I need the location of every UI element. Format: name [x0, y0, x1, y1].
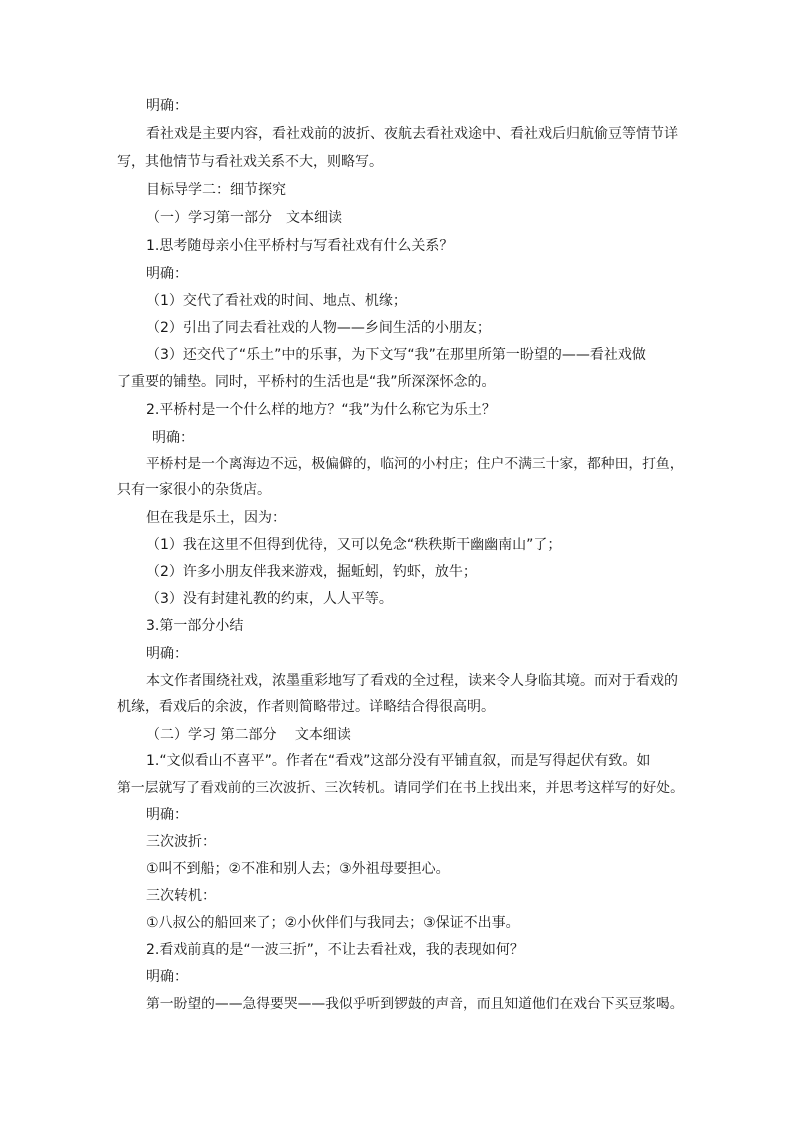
list-item: ①叫不到船；②不准和别人去；③外祖母要担心。 [146, 861, 450, 877]
text-line: 但在我是乐土，因为： [146, 510, 286, 526]
text-line: 只有一家很小的杂货店。 [117, 482, 271, 498]
text-line: 明确： [146, 807, 188, 823]
question-line: 1.“文似看山不喜平”。作者在“看戏”这部分没有平铺直叙，而是写得起伏有致。如 [146, 753, 651, 769]
question-line: 3.第一部分小结 [146, 618, 244, 634]
list-item: （2）许多小朋友伴我来游戏，掘蚯蚓，钓虾，放牛； [146, 564, 477, 580]
text-line: 明确： [152, 430, 194, 446]
section-heading: 目标导学二：细节探究 [146, 182, 286, 198]
question-line: 2.看戏前真的是“一波三折”，不让去看社戏，我的表现如何？ [146, 942, 524, 958]
text-line: 三次转机： [146, 888, 216, 904]
question-line: 2.平桥村是一个什么样的地方？“我”为什么称它为乐土？ [146, 402, 496, 418]
text-line: 看社戏是主要内容，看社戏前的波折、夜航去看社戏途中、看社戏后归航偷豆等情节详 [146, 126, 678, 142]
subsection-heading: （二）学习 第二部分 文本细读 [146, 727, 351, 743]
text-line: 明确： [146, 646, 188, 662]
list-item: （2）引出了同去看社戏的人物——乡间生活的小朋友； [146, 320, 491, 336]
text-line: 第一盼望的——急得要哭——我似乎听到锣鼓的声音，而且知道他们在戏台下买豆浆喝。 [146, 996, 684, 1012]
text-line: 明确： [146, 98, 188, 114]
text-line: 平桥村是一个离海边不远，极偏僻的，临河的小村庄；住户不满三十家，都种田，打鱼， [146, 456, 684, 472]
list-item: （3）没有封建礼教的约束，人人平等。 [146, 591, 393, 607]
text-line: 三次波折： [146, 834, 216, 850]
text-line: 写，其他情节与看社戏关系不大，则略写。 [117, 154, 383, 170]
text-line: 本文作者围绕社戏，浓墨重彩地写了看戏的全过程，读来令人身临其境。而对于看戏的 [146, 673, 678, 689]
list-item: （1）交代了看社戏的时间、地点、机缘； [146, 293, 407, 309]
text-line: 了重要的铺垫。同时，平桥村的生活也是“我”所深深怀念的。 [117, 374, 496, 390]
question-line: 1.思考随母亲小住平桥村与写看社戏有什么关系？ [146, 238, 454, 254]
list-item: （1）我在这里不但得到优待，又可以免念“秩秩斯干幽幽南山”了； [146, 537, 562, 553]
subsection-heading: （一）学习第一部分 文本细读 [146, 210, 342, 226]
text-line: 第一层就写了看戏前的三次波折、三次转机。请同学们在书上找出来，并思考这样写的好处。 [117, 780, 684, 796]
text-line: 机缘，看戏后的余波，作者则简略带过。详略结合得很高明。 [117, 699, 495, 715]
text-line: 明确： [146, 266, 188, 282]
list-item: ①八叔公的船回来了；②小伙伴们与我同去；③保证不出事。 [146, 915, 520, 931]
text-line: 明确： [146, 969, 188, 985]
list-item: （3）还交代了“乐土”中的乐事，为下文写“我”在那里所第一盼望的——看社戏做 [146, 347, 646, 363]
